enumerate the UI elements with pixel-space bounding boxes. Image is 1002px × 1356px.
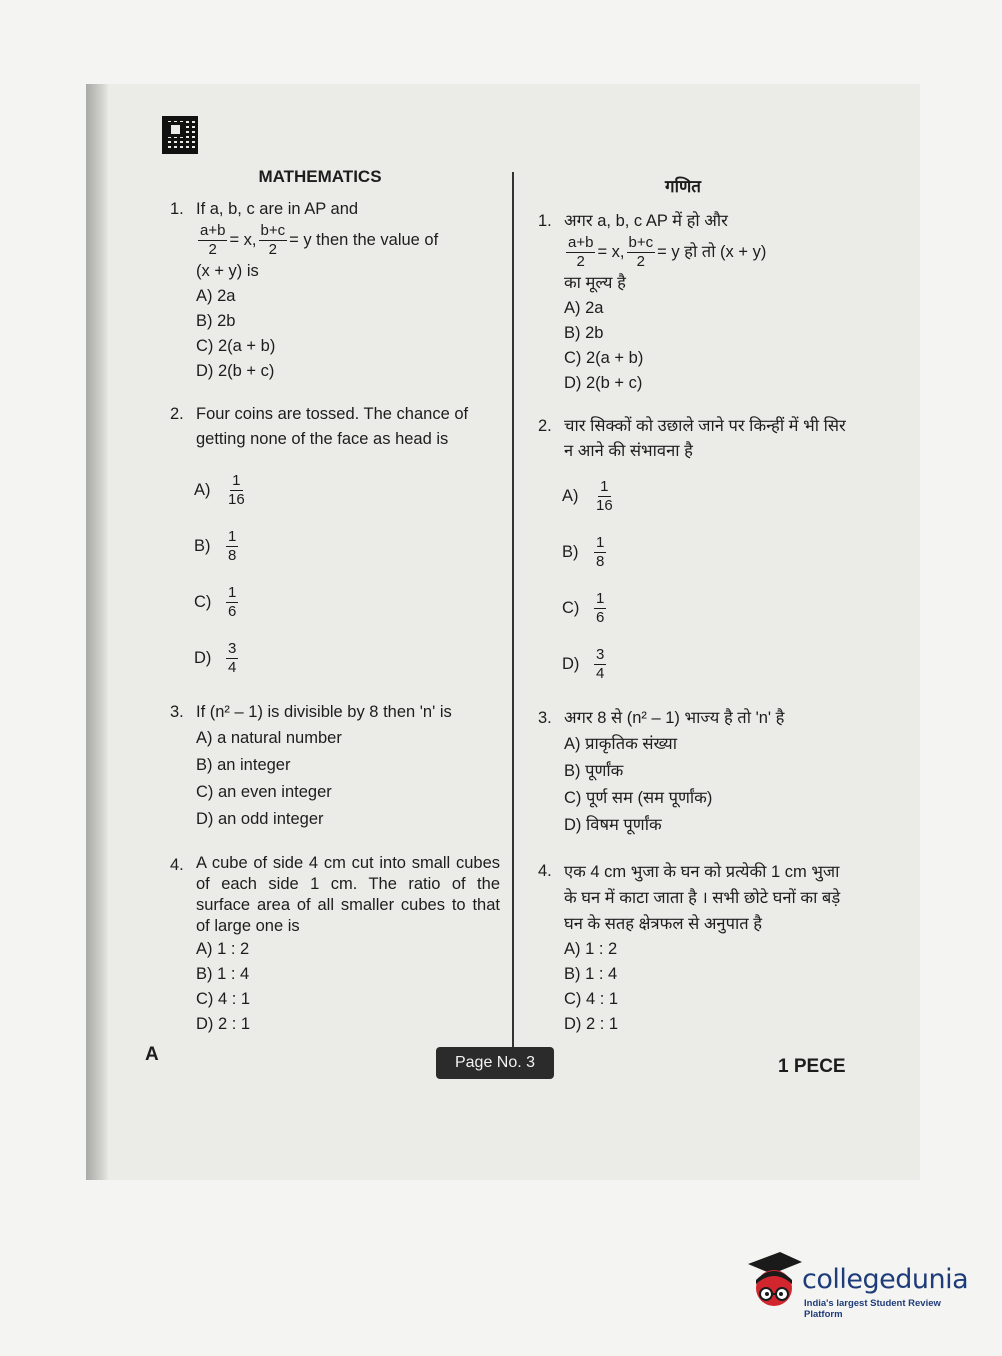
question-3 (170, 700, 500, 833)
question-number: 3. (538, 709, 552, 727)
option-c: C) 4 : 1 (196, 990, 251, 1008)
option-c: C) पूर्ण सम (सम पूर्णांक) (564, 789, 713, 807)
option-b: B) पूर्णांक (564, 762, 624, 780)
fraction: $\frac{a+b}{2}$ (568, 234, 594, 270)
question-4 (538, 859, 848, 1037)
collegedunia-logo (744, 1250, 970, 1318)
question-number: 1. (170, 200, 184, 218)
question-number: 3. (170, 703, 184, 721)
option-d: D) $\frac{3}{4}$ (194, 639, 237, 676)
fraction: $\frac{b+c}{2}$ (260, 222, 286, 258)
fraction: $\frac{a+b}{2}$ (200, 222, 226, 258)
qr-code-icon (162, 116, 198, 154)
option-a: A) a natural number (196, 729, 342, 747)
option-c: C) 4 : 1 (564, 990, 619, 1008)
equation-text: = y then the value of (289, 231, 439, 249)
booklet-series: A (145, 1044, 159, 1065)
question-1 (538, 209, 848, 396)
equation-text: = y हो तो (x + y) (657, 243, 767, 261)
mascot-icon (744, 1250, 804, 1316)
fraction: $\frac{b+c}{2}$ (628, 234, 654, 270)
column-divider (512, 172, 514, 1052)
option-a: A) प्राकृतिक संख्या (564, 735, 678, 753)
option-c: C) 2(a + b) (196, 337, 276, 355)
option-b: B) 2b (196, 312, 236, 330)
option-c: C) $\frac{1}{6}$ (562, 589, 605, 626)
equation-text: = x, (597, 243, 625, 261)
question-text: A cube of side 4 cm cut into small cubes of each side 1 cm. The ratio of the surface area of all smaller cubes to that of large one is (196, 854, 500, 935)
question-number: 4. (170, 856, 184, 874)
option-b: B) 1 : 4 (564, 965, 618, 983)
question-2 (538, 414, 848, 692)
option-b: B) $\frac{1}{8}$ (194, 527, 237, 564)
question-text: अगर 8 से (n² – 1) भाज्य है तो 'n' है (564, 709, 785, 727)
option-a: A) 1 : 2 (564, 940, 618, 958)
page-number-badge: Page No. 3 (436, 1047, 554, 1079)
option-d: D) 2 : 1 (564, 1015, 619, 1033)
scan-shadow-edge (86, 84, 108, 1180)
equation-line (196, 222, 500, 259)
option-d: D) विषम पूर्णांक (564, 816, 662, 834)
option-d: D) 2 : 1 (196, 1015, 251, 1033)
option-a: A) 2a (564, 299, 604, 317)
question-number: 2. (538, 417, 552, 435)
question-text: एक 4 cm भुजा के घन को प्रत्येकी 1 cm भुजा के घन में काटा जाता है । सभी छोटे घनों का बड़े घन के सतह क्षेत्रफल से अनुपात है (564, 863, 841, 933)
hindi-column (538, 174, 848, 1051)
question-number: 2. (170, 405, 184, 423)
equation-line (564, 234, 848, 271)
question-number: 4. (538, 862, 552, 880)
question-text: Four coins are tossed. The chance of getting none of the face as head is (196, 405, 469, 448)
option-d: D) 2(b + c) (196, 362, 275, 380)
option-d: D) 2(b + c) (564, 374, 643, 392)
option-b: B) an integer (196, 756, 291, 774)
english-column (170, 164, 500, 1051)
option-a: A) $\frac{1}{16}$ (562, 477, 613, 514)
question-number: 1. (538, 212, 552, 230)
section-heading: गणित (665, 177, 701, 196)
section-heading: MATHEMATICS (258, 167, 382, 186)
option-c: C) 2(a + b) (564, 349, 644, 367)
option-b: B) 2b (564, 324, 604, 342)
brand-name: collegedunia (802, 1264, 969, 1295)
option-d: D) $\frac{3}{4}$ (562, 645, 605, 682)
question-2 (170, 402, 500, 686)
option-b: B) 1 : 4 (196, 965, 250, 983)
option-c: C) an even integer (196, 783, 332, 801)
option-d: D) an odd integer (196, 810, 324, 828)
question-text: If (n² – 1) is divisible by 8 then 'n' is (196, 703, 452, 721)
question-text: (x + y) is (196, 262, 259, 280)
option-a: A) $\frac{1}{16}$ (194, 471, 245, 508)
question-1 (170, 197, 500, 384)
brand-tagline: India's largest Student Review Platform (804, 1298, 941, 1320)
question-text: अगर a, b, c AP में हो और (564, 212, 728, 230)
question-text: का मूल्य है (564, 274, 626, 292)
question-text: If a, b, c are in AP and (196, 200, 359, 218)
paper-code: 1 PECE (778, 1056, 846, 1077)
option-c: C) $\frac{1}{6}$ (194, 583, 237, 620)
option-b: B) $\frac{1}{8}$ (562, 533, 605, 570)
option-a: A) 1 : 2 (196, 940, 250, 958)
question-text: चार सिक्कों को उछाले जाने पर किन्हीं में भी सिर न आने की संभावना है (564, 417, 846, 460)
question-3 (538, 706, 848, 839)
equation-text: = x, (229, 231, 257, 249)
question-4 (170, 853, 500, 1037)
option-a: A) 2a (196, 287, 236, 305)
